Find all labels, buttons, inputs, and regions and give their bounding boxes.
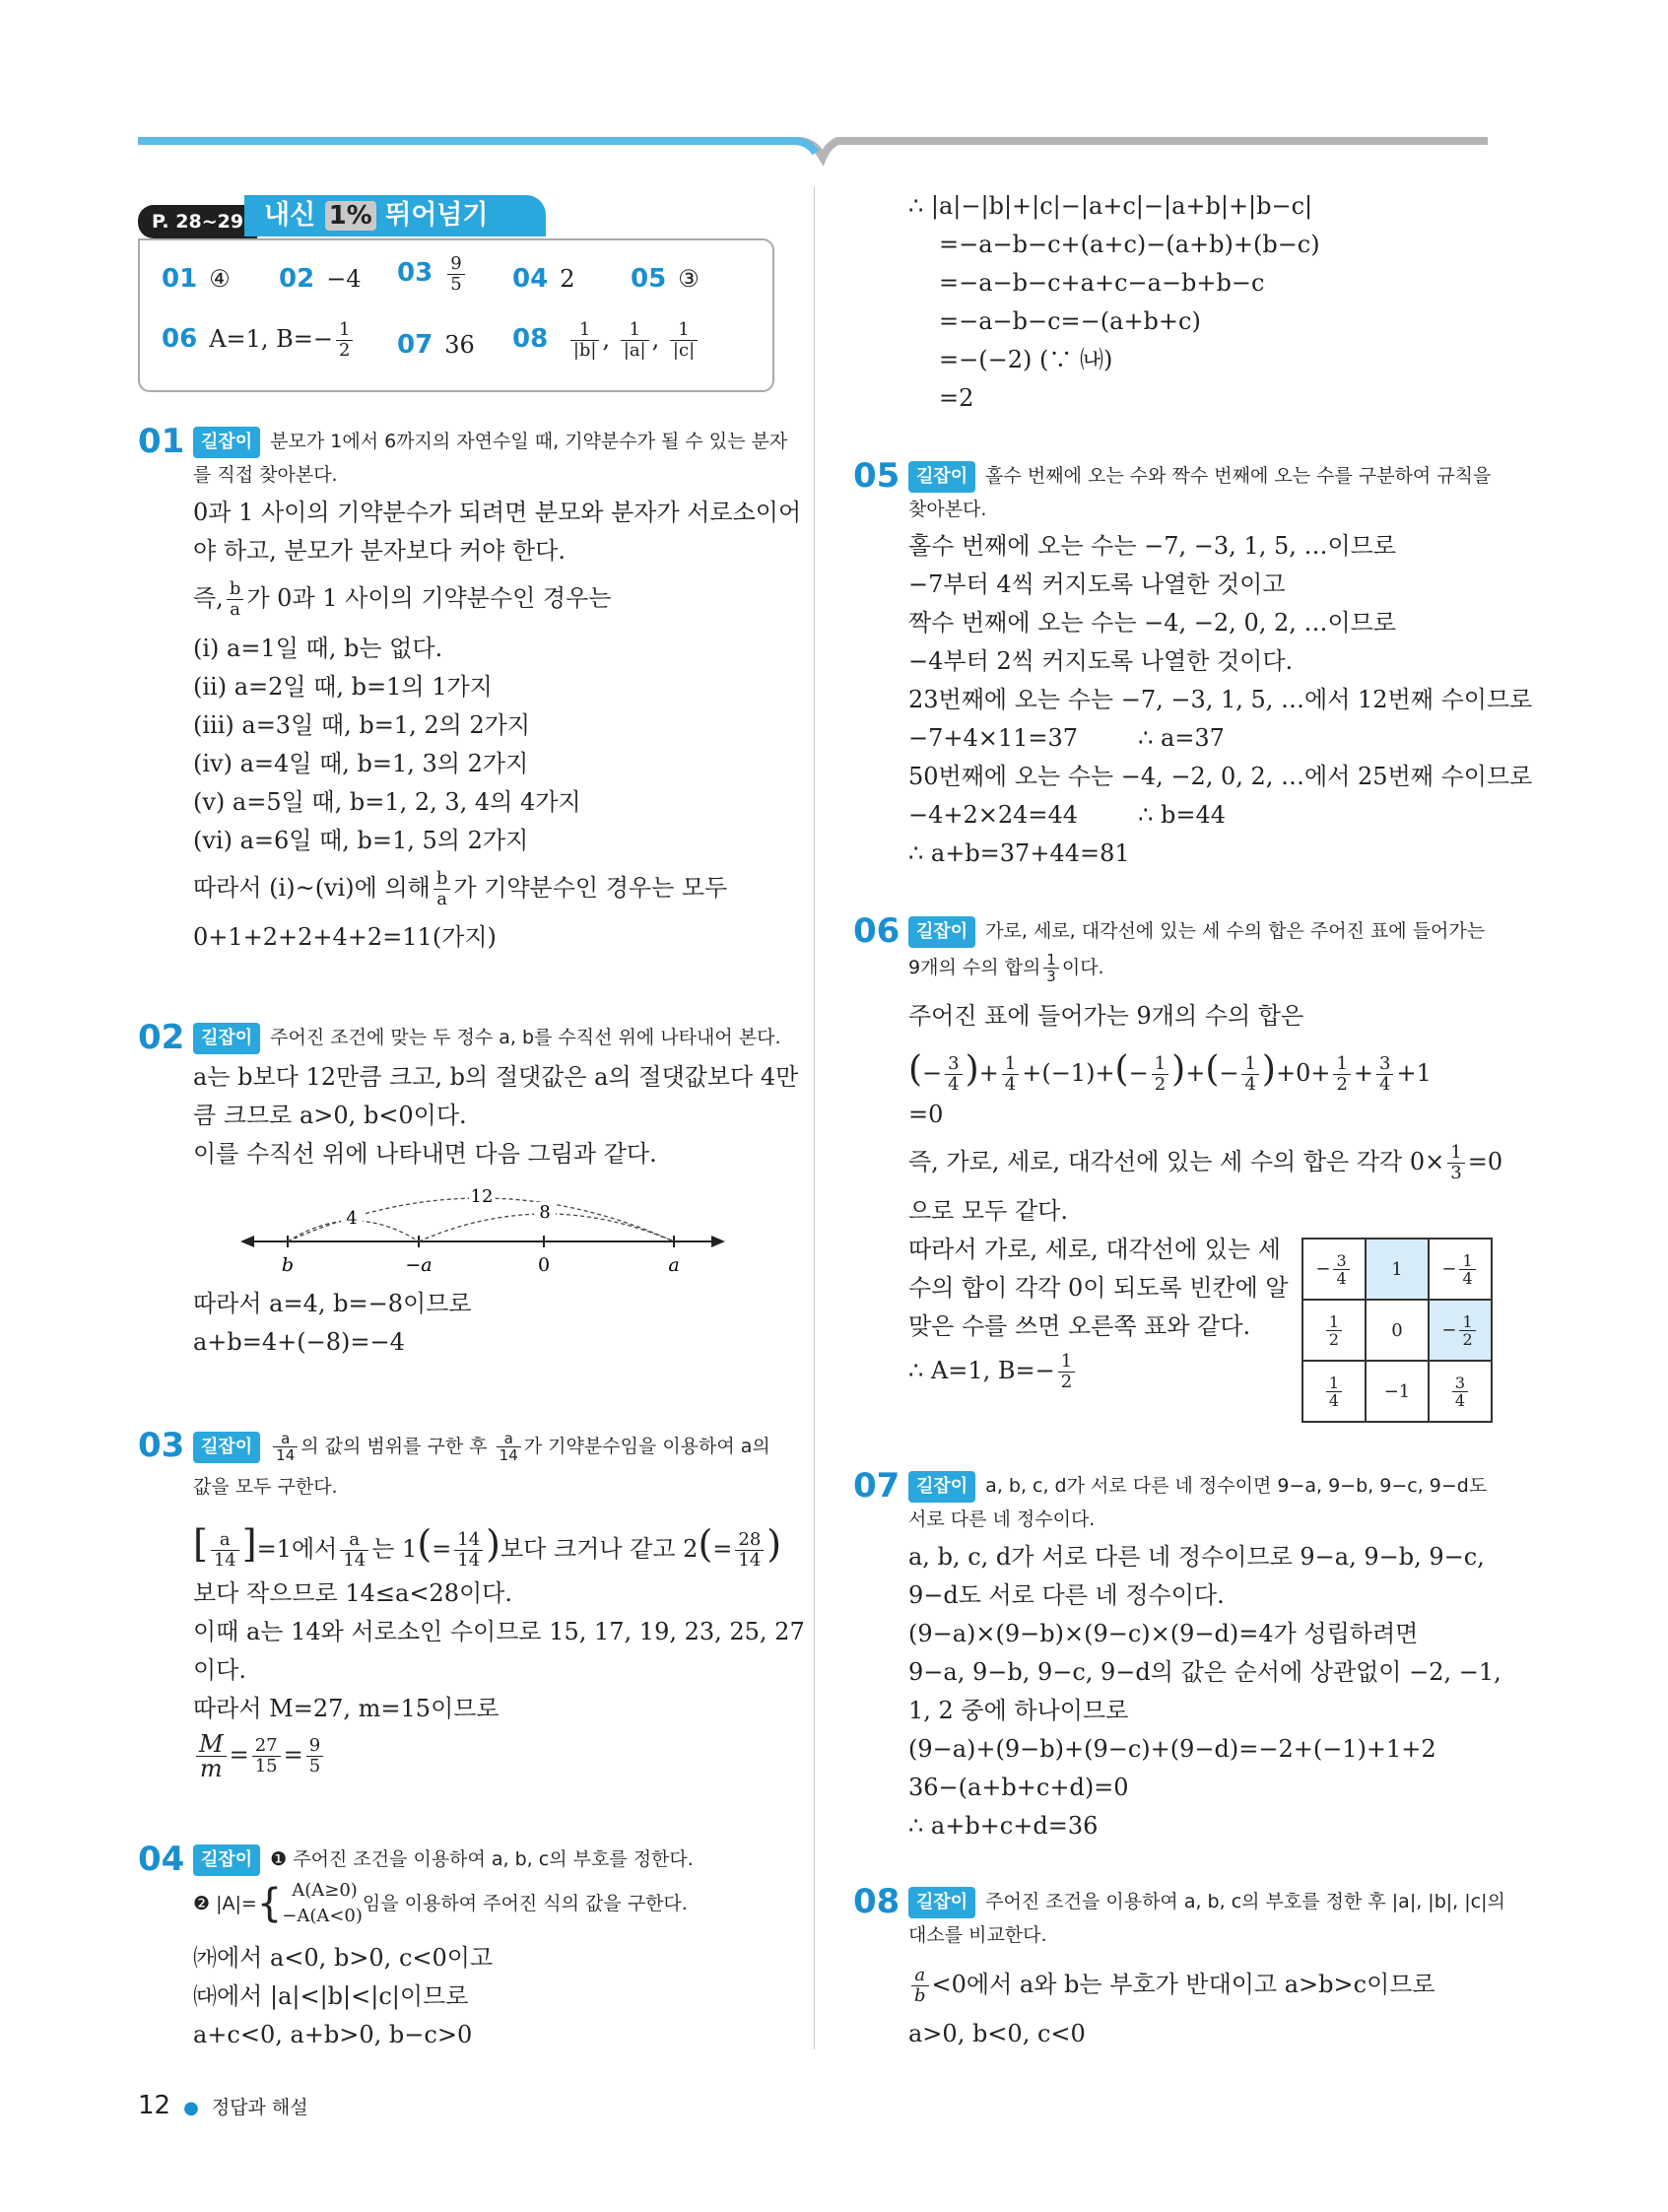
q03-line4: 이다. [193,1656,246,1684]
q02-line1: a는 b보다 12만큼 크고, b의 절댓값은 a의 절댓값보다 4만 [193,1063,799,1091]
answer-01: 01 ④ [162,264,231,294]
q07-line2: 9−d도 서로 다른 네 정수이다. [908,1581,1225,1609]
q01-case2: (ⅱ) a=2일 때, b=1의 1가지 [193,673,493,701]
column-divider [814,187,815,2049]
q07-number: 07 [853,1466,901,1506]
q02-line3: 이를 수직선 위에 나타내면 다음 그림과 같다. [193,1140,657,1168]
q01-case5: (ⅴ) a=5일 때, b=1, 2, 3, 4의 4가지 [193,788,581,816]
q05-line4: −4부터 2씩 커지도록 나열한 것이다. [908,647,1294,675]
q01-line1: 0과 1 사이의 기약분수가 되려면 분모와 분자가 서로소이어 [193,499,802,526]
hint-pill: 길잡이 [193,1432,260,1463]
number-line-diagram [236,1173,729,1281]
q01-case4: (ⅳ) a=4일 때, b=1, 3의 2가지 [193,750,529,777]
nl-label-12: 12 [470,1186,494,1207]
nl-tick-0: 0 [537,1254,551,1276]
q04-result-6: =2 [939,384,974,412]
answer-07: 07 36 [397,330,475,360]
q05-number: 05 [853,456,901,496]
q02-hint: 길잡이 주어진 조건에 맞는 두 정수 a, b를 수직선 위에 나타내어 본다. [193,1023,781,1054]
q03-hint: 길잡이 $\frac{a}{14}$ 의 값의 범위를 구한 후 $\frac{a}{14}$ 가 기약분수임을 이용하여 a의 [193,1431,770,1463]
q01-hint: 길잡이 분모가 1에서 6까지의 자연수일 때, 기약분수가 될 수 있는 분자 [193,427,787,458]
hint-pill: 길잡이 [908,916,975,948]
q07-line5: 1, 2 중에 하나이므로 [908,1697,1129,1724]
q01-line2: 야 하고, 분모가 분자보다 커야 한다. [193,537,566,565]
q06-line5: 으로 모두 같다. [908,1197,1068,1225]
q01-line4: 따라서 (ⅰ)~(ⅵ)에 의해 $\frac{b}{a}$ 가 기약분수인 경우는 모두 [193,868,728,909]
q07-line1: a, b, c, d가 서로 다른 네 정수이므로 9−a, 9−b, 9−c, [908,1543,1485,1571]
q06-number: 06 [853,911,901,951]
q02-line5: a+b=4+(−8)=−4 [193,1328,405,1356]
q04-number: 04 [138,1840,185,1879]
q06-hint-2: 9개의 수의 합의 $\frac{1}{3}$ 이다. [908,951,1104,985]
grid-cell-2-1: $\frac{1}{2}$ [1302,1300,1366,1361]
answer-03: 03 $\frac{9}{5}$ [397,254,468,295]
grid-cell-3-2: −1 [1366,1361,1429,1422]
q05-line6: −7+4×11=37 ∴ a=37 [908,724,1225,752]
grid-cell-1-3: − $\frac{1}{4}$ [1429,1239,1492,1300]
q05-line8: −4+2×24=44 ∴ b=44 [908,801,1226,829]
q05-line3: 짝수 번째에 오는 수는 −4, −2, 0, 2, …이므로 [908,609,1397,637]
hint-pill: 길잡이 [193,1023,260,1054]
q06-line3: =0 [908,1101,944,1128]
q03-line2: 보다 작으므로 14≤a<28이다. [193,1579,512,1607]
grid-cell-3-1: $\frac{1}{4}$ [1302,1361,1366,1422]
q01-case1: (ⅰ) a=1일 때, b는 없다. [193,635,443,662]
q08-number: 08 [853,1882,901,1921]
magic-square-table [1301,1238,1493,1423]
q02-line4: 따라서 a=4, b=−8이므로 [193,1290,472,1317]
q03-line6: $\frac{M}{m}$ = $\frac{27}{15}$ = $\frac{9}{5}$ [193,1732,326,1780]
hint-pill: 길잡이 [193,1844,260,1876]
hint-pill: 길잡이 [908,1471,975,1503]
footer-label: 정답과 해설 [211,2097,308,2118]
q04-hint-2: ❷ |A|={ A(A≥0) −A(A<0) 임을 이용하여 주어진 식의 값을 구한다. [193,1880,688,1926]
nl-tick-b: b [281,1254,295,1276]
q07-line8: ∴ a+b+c+d=36 [908,1812,1099,1840]
q05-hint: 길잡이 홀수 번째에 오는 수와 짝수 번째에 오는 수를 구분하여 규칙을 [908,461,1491,493]
answer-04: 04 2 [512,264,575,294]
q04-line3: a+c<0, a+b>0, b−c>0 [193,2021,473,2048]
page-number: 12 [138,2091,171,2120]
q07-line3: (9−a)×(9−b)×(9−c)×(9−d)=4가 성립하려면 [908,1620,1419,1647]
q04-hint: 길잡이 ❶ 주어진 조건을 이용하여 a, b, c의 부호를 정한다. [193,1844,694,1876]
q04-line2: ㈐에서 |a|<|b|<|c|이므로 [193,1982,469,2010]
q06-sum-expression: (− $\frac{3}{4}$ )+ $\frac{1}{4}$ +(−1)+(− $\frac{1}{2}$ )+(− $\frac{1}{4}$ )+0+ $\frac{1}{2}$ + $\frac{3}{4}$ +1 [908,1049,1432,1095]
nl-tick-a: a [668,1254,680,1276]
q04-result-4: =−a−b−c=−(a+b+c) [939,307,1201,335]
title-mid: 1% [325,201,376,231]
q08-hint: 길잡이 주어진 조건을 이용하여 a, b, c의 부호를 정한 후 |a|, |b|, |c|의 [908,1887,1505,1918]
grid-cell-2-3: − $\frac{1}{2}$ [1429,1300,1492,1361]
q04-result-3: =−a−b−c+a+c−a−b+b−c [939,269,1265,297]
q06-line9: ∴ A=1, B=− $\frac{1}{2}$ [908,1352,1078,1392]
answer-06: 06 A=1, B=− $\frac{1}{2}$ [162,320,356,361]
q04-result-5: =−(−2) (∵ ㈏) [939,346,1113,373]
q01-number: 01 [138,422,185,461]
hint-pill: 길잡이 [908,461,975,493]
grid-cell-3-3: $\frac{3}{4}$ [1429,1361,1492,1422]
hint-pill: 길잡이 [193,427,260,458]
q01-case6: (ⅵ) a=6일 때, b=1, 5의 2가지 [193,827,529,854]
grid-cell-2-2: 0 [1366,1300,1429,1361]
grid-cell-1-2: 1 [1366,1239,1429,1300]
q03-line1: [ $\frac{a}{14}$ ]=1에서 $\frac{a}{14}$ 는 1(= $\frac{14}{14}$ )보다 크거나 같고 2(= $\frac{28}{14}$ ) [193,1522,782,1571]
q04-result-1: ∴ |a|−|b|+|c|−|a+c|−|a+b|+|b−c| [908,192,1313,220]
q05-line1: 홀수 번째에 오는 수는 −7, −3, 1, 5, …이므로 [908,532,1397,560]
q08-line2: a>0, b<0, c<0 [908,2020,1086,2047]
q04-line1: ㈎에서 a<0, b>0, c<0이고 [193,1944,494,1972]
q06-line4: 즉, 가로, 세로, 대각선에 있는 세 수의 합은 각각 0× $\frac{1}{3}$ =0 [908,1142,1503,1183]
q08-line1: $\frac{a}{b}$ <0에서 a와 b는 부호가 반대이고 a>b>c이므로 [908,1966,1435,2006]
q01-line3: 즉, $\frac{b}{a}$ 가 0과 1 사이의 기약분수인 경우는 [193,578,612,620]
top-decor-bar [0,0,1668,177]
q04-result-2: =−a−b−c+(a+c)−(a+b)+(b−c) [939,231,1320,258]
footer-dot-icon: ● [183,2098,199,2118]
q02-line2: 큼 크므로 a>0, b<0이다. [193,1102,467,1129]
answer-08: 08 $\frac{1}{|b|}$ , $\frac{1}{|a|}$ , $\frac{1}{|c|}$ [512,320,701,361]
q03-number: 03 [138,1426,185,1465]
q03-hint-2: 값을 모두 구한다. [193,1476,338,1498]
nl-label-4: 4 [346,1208,358,1229]
q05-hint-2: 찾아본다. [908,499,987,520]
q07-line6: (9−a)+(9−b)+(9−c)+(9−d)=−2+(−1)+1+2 [908,1735,1436,1763]
title-pre: 내신 [264,200,316,231]
q05-line2: −7부터 4씩 커지도록 나열한 것이고 [908,570,1286,598]
q06-line7: 수의 합이 각각 0이 되도록 빈칸에 알 [908,1274,1289,1302]
q08-hint-2: 대소를 비교한다. [908,1924,1047,1946]
q06-line8: 맞은 수를 쓰면 오른쪽 표와 같다. [908,1312,1251,1340]
q06-line1: 주어진 표에 들어가는 9개의 수의 합은 [908,1002,1304,1030]
q03-line5: 따라서 M=27, m=15이므로 [193,1695,500,1722]
grid-cell-1-1: − $\frac{3}{4}$ [1302,1239,1366,1300]
q01-hint-2: 를 직접 찾아본다. [193,464,338,486]
q03-line3: 이때 a는 14와 서로소인 수이므로 15, 17, 19, 23, 25, 27 [193,1618,805,1645]
nl-tick-neg-a: −a [405,1254,433,1276]
footer [138,2091,308,2120]
q05-line7: 50번째에 오는 수는 −4, −2, 0, 2, …에서 25번째 수이므로 [908,763,1533,790]
q07-line4: 9−a, 9−b, 9−c, 9−d의 값은 순서에 상관없이 −2, −1, [908,1658,1501,1686]
q07-line7: 36−(a+b+c+d)=0 [908,1774,1129,1801]
hint-pill: 길잡이 [908,1887,975,1918]
q05-line9: ∴ a+b=37+44=81 [908,839,1130,867]
answer-05: 05 ③ [631,264,700,294]
q07-hint: 길잡이 a, b, c, d가 서로 다른 네 정수이면 9−a, 9−b, 9−c, 9−d도 [908,1471,1487,1503]
q05-line5: 23번째에 오는 수는 −7, −3, 1, 5, …에서 12번째 수이므로 [908,686,1533,713]
section-title [244,195,546,236]
q01-line5: 0+1+2+2+4+2=11(가지) [193,923,497,951]
q06-hint: 길잡이 가로, 세로, 대각선에 있는 세 수의 합은 주어진 표에 들어가는 [908,916,1485,948]
q06-line6: 따라서 가로, 세로, 대각선에 있는 세 [908,1236,1281,1263]
answer-02: 02 −4 [279,264,362,294]
nl-label-8: 8 [539,1202,551,1223]
q07-hint-2: 서로 다른 네 정수이다. [908,1508,1096,1530]
q02-number: 02 [138,1018,185,1057]
page-ref-badge: P. 28~29 [138,205,257,238]
title-post: 뛰어넘기 [385,200,489,231]
q01-case3: (ⅲ) a=3일 때, b=1, 2의 2가지 [193,711,531,739]
